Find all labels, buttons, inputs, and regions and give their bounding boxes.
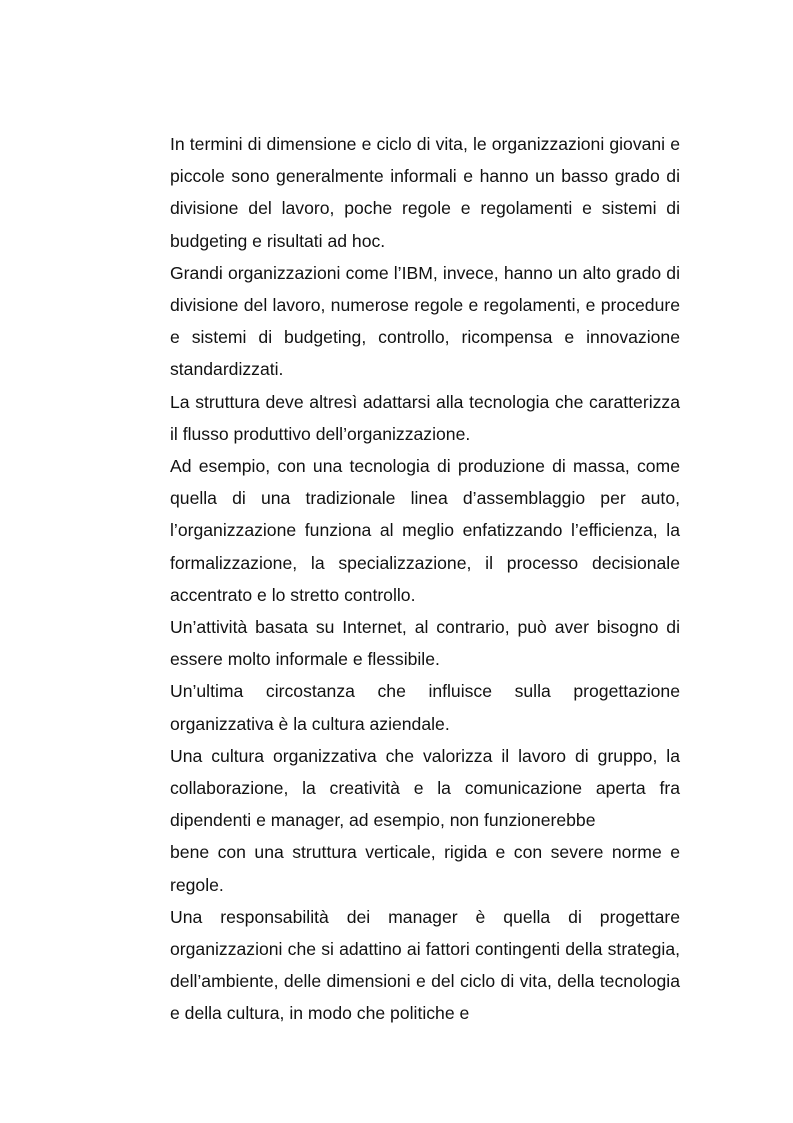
paragraph-manager-responsibility: Una responsabilità dei manager è quella di progettare organizzazioni che si adattino ai fattori contingenti della strategia, dell’ambiente, delle dimensioni e del ciclo di vita, della tecnologia e della cultura, in modo che politiche e <box>170 906 680 1024</box>
body-text <box>170 128 680 1030</box>
paragraph-culture: Un’ultima circostanza che influisce sulla progettazione organizzativa è la cultura aziendale. <box>170 681 680 734</box>
paragraph-size-lifecycle: In termini di dimensione e ciclo di vita, le organizzazioni giovani e piccole sono generalmente informali e hanno un basso grado di divisione del lavoro, poche regole e regolamenti e sistemi di budgeting e risultati ad hoc. <box>170 134 680 251</box>
paragraph-mass-production: Ad esempio, con una tecnologia di produzione di massa, come quella di una tradizionale linea d’assemblaggio per auto, l’organizzazione funziona al meglio enfatizzando l’efficienza, la formalizzazione, la specializzazione, il processo decisionale accentrato e lo stretto controllo. <box>170 456 680 605</box>
paragraph-internet-activity: Un’attività basata su Internet, al contrario, può aver bisogno di essere molto informale e flessibile. <box>170 617 680 670</box>
paragraph-vertical-structure: bene con una struttura verticale, rigida e con severe norme e regole. <box>170 842 680 895</box>
paragraph-large-organizations: Grandi organizzazioni come l’IBM, invece, hanno un alto grado di divisione del lavoro, numerose regole e regolamenti, e procedure e sistemi di budgeting, controllo, ricompensa e innovazione standardizzati. <box>170 262 680 380</box>
paragraph-technology: La struttura deve altresì adattarsi alla tecnologia che caratterizza il flusso produttivo dell’organizzazione. <box>170 391 680 444</box>
paragraph-team-culture: Una cultura organizzativa che valorizza il lavoro di gruppo, la collaborazione, la creatività e la comunicazione aperta fra dipendenti e manager, ad esempio, non funzionerebbe <box>170 745 680 831</box>
